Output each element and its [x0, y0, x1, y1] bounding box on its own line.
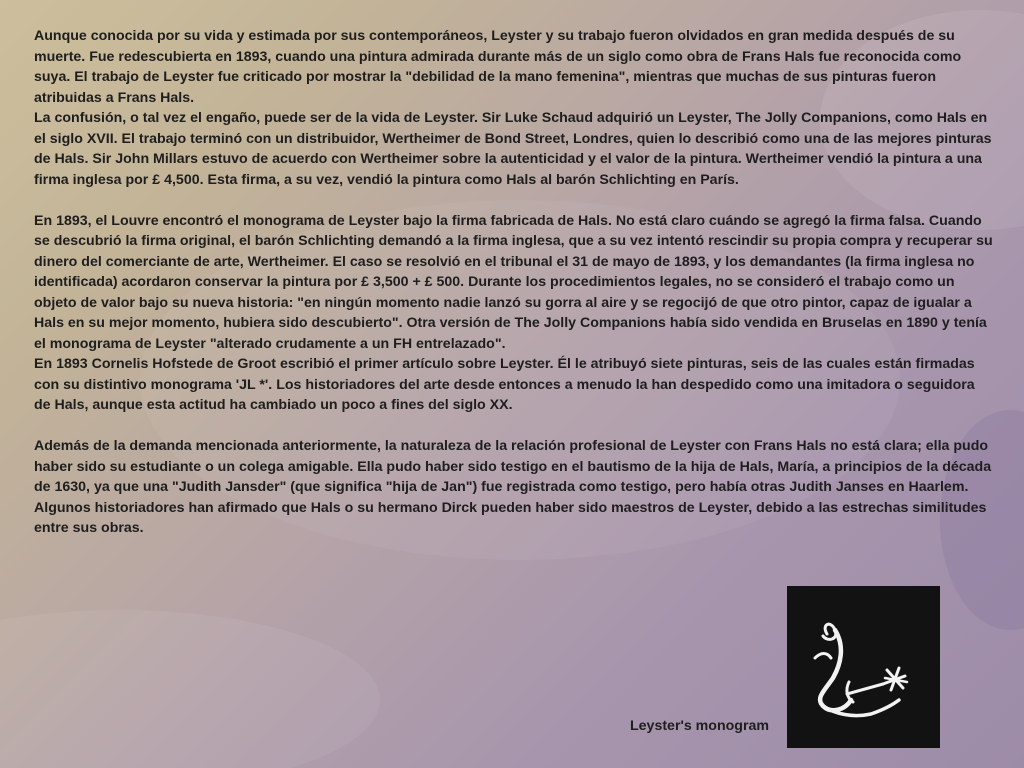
- paragraph-hofstede: En 1893 Cornelis Hofstede de Groot escribió el primer artículo sobre Leyster. Él le atribuyó siete pinturas, seis de las cuales están firmadas con su distintivo monograma 'JL *'. Los historiadores del arte desde entonces a menudo la han despedido como una imitadora o seguidora de Hals, aunque esta actitud ha cambiado un poco a fines del siglo XX.: [34, 356, 975, 413]
- paragraph-rediscovery: Aunque conocida por su vida y estimada por sus contemporáneos, Leyster y su trabajo fueron olvidados en gran medida después de su muerte. Fue redescubierta en 1893, cuando una pintura admirada durante más de un siglo como obra de Frans Hals fue reconocida como suya. El trabajo de Leyster fue criticado por mostrar la "debilidad de la mano femenina", mientras que muchas de sus pinturas fueron atribuidas a Frans Hals.: [34, 28, 962, 106]
- monogram-signature-icon: [787, 586, 940, 748]
- paragraph-louvre-lawsuit: En 1893, el Louvre encontró el monograma de Leyster bajo la firma fabricada de Hals. No está claro cuándo se agregó la firma falsa. Cuando se descubrió la firma original, el barón Schlichting demandó a la firma inglesa, que a su vez intentó rescindir su propia compra y recuperar su dinero del comerciante de arte, Wertheimer. El caso se resolvió en el tribunal el 31 de mayo de 1893, y los demandantes (la firma inglesa no identificada) acordaron conservar la pintura por £ 3,500 + £ 500. Durante los procedimientos legales, no se consideró el trabajo como un objeto de valor bajo su nueva historia: "en ningún momento nadie lanzó su gorra al aire y se regocijó de que otro pintor, capaz de igualar a Hals en su mejor momento, hubiera sido descubierto". Otra versión de The Jolly Companions había sido vendida en Bruselas en 1890 y tenía el monograma de Leyster "alterado crudamente a un FH entrelazado".: [34, 212, 993, 352]
- figure-caption: Leyster's monogram: [630, 718, 769, 734]
- monogram-image: [787, 586, 940, 748]
- body-text: [34, 26, 994, 539]
- paragraph-relationship-hals: Además de la demanda mencionada anteriormente, la naturaleza de la relación profesional de Leyster con Frans Hals no está clara; ella pudo haber sido su estudiante o un colega amigable. Ella pudo haber sido testigo en el bautismo de la hija de Hals, María, a principios de la década de 1630, ya que una "Judith Jansder" (que significa "hija de Jan") fue registrada como testigo, pero había otras Judith Janses en Haarlem. Algunos historiadores han afirmado que Hals o su hermano Dirck pueden haber sido maestros de Leyster, debido a las estrechas similitudes entre sus obras.: [34, 438, 992, 536]
- paragraph-confusion: La confusión, o tal vez el engaño, puede ser de la vida de Leyster. Sir Luke Schaud adquirió un Leyster, The Jolly Companions, como Hals en el siglo XVII. El trabajo terminó con un distribuidor, Wertheimer de Bond Street, Londres, quien lo describió como una de las mejores pinturas de Hals. Sir John Millars estuvo de acuerdo con Wertheimer sobre la autenticidad y el valor de la pintura. Wertheimer vendió la pintura a una firma inglesa por £ 4,500. Esta firma, a su vez, vendió la pintura como Hals al barón Schlichting en París.: [34, 110, 992, 188]
